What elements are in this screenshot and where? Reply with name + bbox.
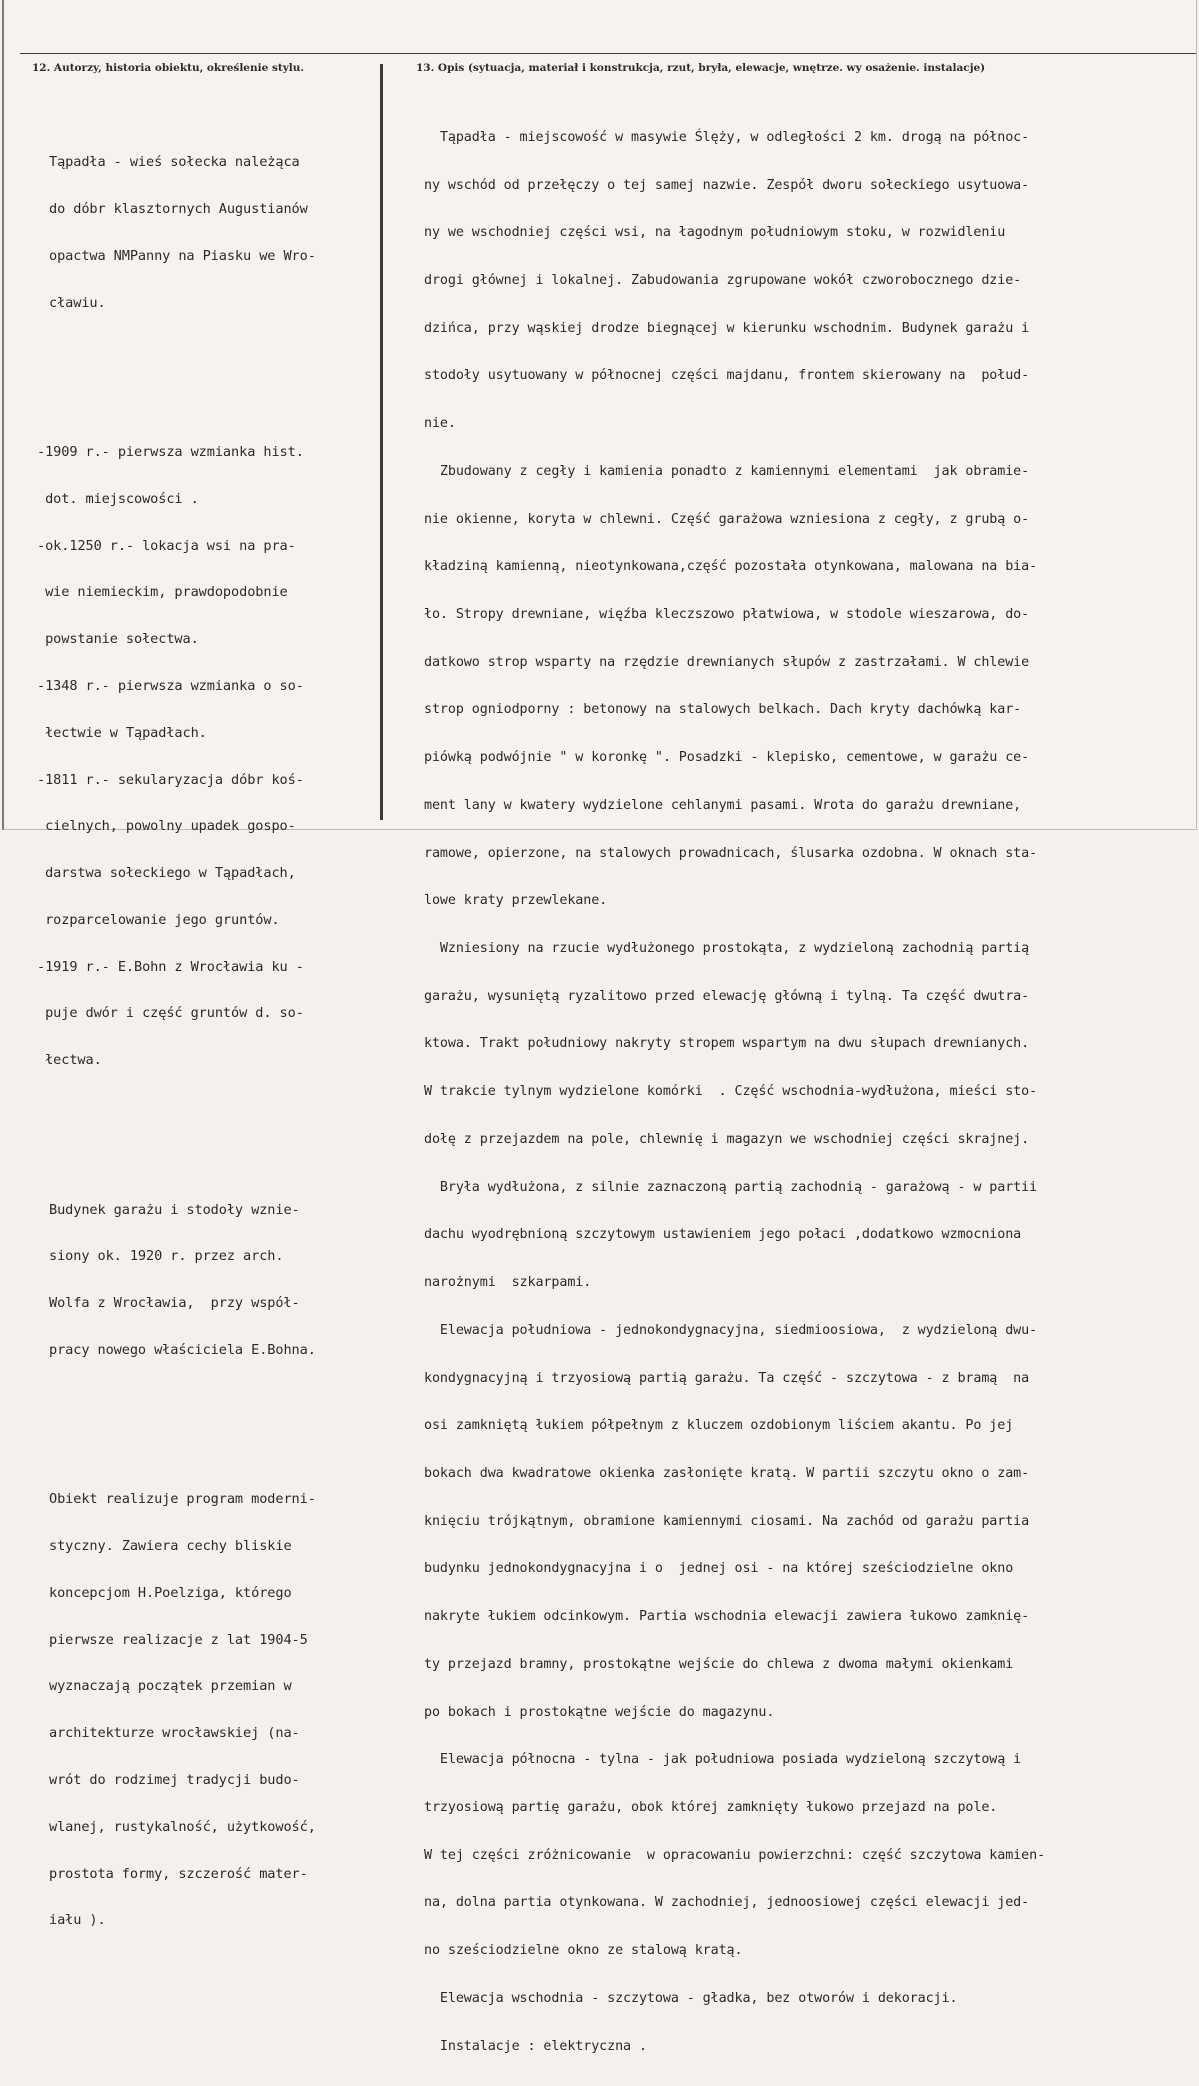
text-line: kładziną kamienną, nieotynkowana,część pozostała otynkowana, malowana na bia-: [424, 559, 1038, 575]
description-column: [424, 98, 1199, 2086]
text-line: ramowe, opierzone, na stalowych prowadnicach, ślusarka ozdobna. W oknach sta-: [424, 845, 1038, 861]
text-line: -ok.1250 r.- lokacja wsi na pra-: [37, 537, 296, 554]
text-line: drogi głównej i lokalnej. Zabudowania zgrupowane wokół czworobocznego dzie-: [424, 272, 1022, 288]
header-rule: [20, 53, 1196, 54]
history-column: [37, 93, 374, 1991]
text-line: narożnymi szkarpami.: [424, 1275, 592, 1291]
building-paragraph: [49, 1171, 374, 1389]
text-line: pracy nowego właściciela E.Bohna.: [49, 1341, 316, 1358]
text-line: do dóbr klasztornych Augustianów: [49, 201, 308, 218]
text-line: Tąpadła - miejscowość w masywie Ślęży, w odległości 2 km. drogą na północ-: [424, 129, 1030, 145]
text-line: wrót do rodzimej tradycji budo-: [49, 1771, 300, 1788]
text-line: wyznaczają początek przemian w: [49, 1678, 292, 1695]
text-line: budynku jednokondygnacyjna i o jednej osi - na której sześciodzielne okno: [424, 1561, 1014, 1577]
text-line: stodoły usytuowany w północnej części majdanu, frontem skierowany na połud-: [424, 368, 1030, 384]
text-line: na, dolna partia otynkowana. W zachodniej, jednoosiowej części elewacji jed-: [424, 1895, 1030, 1911]
text-line: ło. Stropy drewniane, więźba kleczszowo płatwiowa, w stodole wieszarowa, do-: [424, 607, 1030, 622]
text-line: siony ok. 1920 r. przez arch.: [49, 1248, 284, 1265]
text-line: koncepcjom H.Poelziga, którego: [49, 1584, 292, 1601]
text-line: architekturze wrocławskiej (na-: [49, 1725, 300, 1742]
text-line: W trakcie tylnym wydzielone komórki . Część wschodnia-wydłużona, mieści sto-: [424, 1084, 1038, 1100]
text-line: rozparcelowanie jego gruntów.: [37, 911, 280, 928]
text-line: no sześciodzielne okno ze stalową kratą.: [424, 1943, 743, 1959]
text-line: nie okienne, koryta w chlewni. Część garażowa wzniesiona z cegły, z grubą o-: [424, 511, 1030, 527]
text-line: dołę z przejazdem na pole, chlewnię i magazyn we wschodniej części skrajnej.: [424, 1131, 1030, 1147]
text-line: nie.: [424, 416, 456, 432]
text-line: Elewacja południowa - jednokondygnacyjna, siedmioosiowa, z wydzieloną dwu-: [424, 1322, 1038, 1338]
text-line: opactwa NMPanny na Piasku we Wro-: [49, 247, 316, 264]
text-line: Elewacja wschodnia - szczytowa - gładka, bez otworów i dekoracji.: [424, 1990, 958, 2006]
text-line: Instalacje : elektryczna .: [424, 2038, 647, 2054]
text-line: piówką podwójnie " w koronkę ". Posadzki - klepisko, cementowe, w garażu ce-: [424, 750, 1030, 766]
style-paragraph: [49, 1461, 374, 1960]
text-line: -1348 r.- pierwsza wzmianka o so-: [37, 677, 304, 694]
text-line: -1909 r.- pierwsza wzmianka hist.: [37, 444, 304, 461]
text-line: dzińca, przy wąskiej drodze biegnącej w kierunku wschodnim. Budynek garażu i: [424, 320, 1030, 336]
text-line: ny we wschodniej części wsi, na łagodnym południowym stoku, w rozwidleniu: [424, 225, 1006, 241]
text-line: cielnych, powolny upadek gospo-: [37, 818, 296, 835]
text-line: wie niemieckim, prawdopodobnie: [37, 584, 288, 601]
text-line: dachu wyodrębnioną szczytowym ustawieniem jego połaci ,dodatkowo wzmocniona: [424, 1227, 1022, 1243]
text-line: ny wschód od przełęczy o tej samej nazwie. Zespół dworu sołeckiego usytuowa-: [424, 177, 1030, 193]
text-line: dot. miejscowości .: [37, 490, 199, 507]
text-line: lowe kraty przewlekane.: [424, 893, 608, 909]
text-line: styczny. Zawiera cechy bliskie: [49, 1538, 292, 1555]
text-line: -1811 r.- sekularyzacja dóbr koś-: [37, 771, 304, 788]
text-line: Budynek garażu i stodoły wznie-: [49, 1201, 300, 1218]
text-line: nakryte łukiem odcinkowym. Partia wschodnia elewacji zawiera łukowo zamknię-: [424, 1609, 1030, 1625]
text-line: Elewacja północna - tylna - jak południowa posiada wydzieloną szczytową i: [424, 1752, 1022, 1768]
text-line: Tąpadła - wieś sołecka należąca: [49, 154, 300, 171]
text-line: Zbudowany z cegły i kamienia ponadto z kamiennymi elementami jak obramie-: [424, 463, 1030, 479]
text-line: garażu, wysuniętą ryzalitowo przed elewację główną i tylną. Ta część dwutra-: [424, 988, 1030, 1004]
text-line: datkowo strop wsparty na rzędzie drewnianych słupów z zastrzałami. W chlewie: [424, 654, 1030, 670]
section-13-title: 13. Opis (sytuacja, materiał i konstrukcja, rzut, bryła, elewacje, wnętrze. wy osażenie. instalacje): [416, 62, 986, 74]
text-line: Bryła wydłużona, z silnie zaznaczoną partią zachodnią - garażową - w partii: [424, 1179, 1038, 1195]
text-line: iału ).: [49, 1912, 106, 1929]
text-line: Obiekt realizuje program moderni-: [49, 1491, 316, 1508]
text-line: ktowa. Trakt południowy nakryty stropem wspartym na dwu słupach drewnianych.: [424, 1036, 1030, 1052]
intro-paragraph: [49, 124, 374, 342]
text-line: łectwa.: [37, 1052, 102, 1069]
document-sheet: [2, 0, 1197, 2054]
text-line: knięciu trójkątnym, obramione kamiennymi ciosami. Na zachód od garażu partia: [424, 1513, 1030, 1529]
text-line: cławiu.: [49, 294, 106, 311]
text-line: Wolfa z Wrocławia, przy współ-: [49, 1295, 300, 1312]
text-line: po bokach i prostokątne wejście do magazynu.: [424, 1704, 775, 1720]
text-line: -1919 r.- E.Bohn z Wrocławia ku -: [37, 958, 304, 975]
text-line: strop ogniodporny : betonowy na stalowych belkach. Dach kryty dachówką kar-: [424, 702, 1022, 718]
text-line: W tej części zróżnicowanie w opracowaniu powierzchni: część szczytowa kamien-: [424, 1847, 1046, 1863]
text-line: powstanie sołectwa.: [37, 631, 199, 648]
text-line: darstwa sołeckiego w Tąpadłach,: [37, 865, 296, 882]
text-line: osi zamkniętą łukiem półpełnym z kluczem ozdobionym liściem akantu. Po jej: [424, 1418, 1014, 1434]
section-12-title: 12. Autorzy, historia obiektu, określenie stylu.: [32, 62, 305, 74]
text-line: łectwie w Tąpadłach.: [37, 724, 207, 741]
chronology-list: [37, 414, 374, 1100]
text-line: Wzniesiony na rzucie wydłużonego prostokąta, z wydzieloną zachodnią partią: [424, 941, 1030, 957]
text-line: puje dwór i część gruntów d. so-: [37, 1005, 304, 1022]
text-line: wlanej, rustykalność, użytkowość,: [49, 1818, 316, 1835]
text-line: ty przejazd bramny, prostokątne wejście do chlewa z dwoma małymi okienkami: [424, 1656, 1014, 1672]
text-line: kondygnacyjną i trzyosiową partią garażu. Ta część - szczytowa - z bramą na: [424, 1370, 1030, 1386]
text-line: bokach dwa kwadratowe okienka zasłonięte kratą. W partii szczytu okno o zam-: [424, 1465, 1030, 1481]
text-line: prostota formy, szczerość mater-: [49, 1865, 308, 1882]
column-divider: [380, 64, 383, 820]
text-line: trzyosiową partię garażu, obok której zamknięty łukowo przejazd na pole.: [424, 1799, 998, 1815]
text-line: pierwsze realizacje z lat 1904-5: [49, 1631, 308, 1648]
text-line: ment lany w kwatery wydzielone cehlanymi pasami. Wrota do garażu drewniane,: [424, 797, 1022, 813]
